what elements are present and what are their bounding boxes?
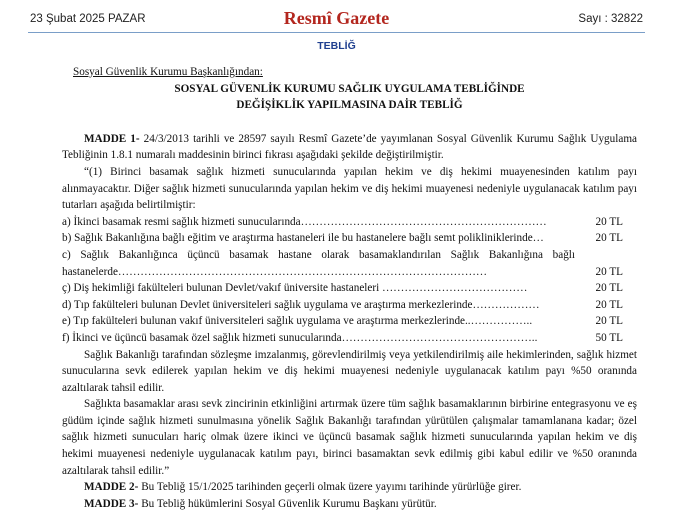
list-item-amount: 20 TL: [595, 298, 623, 311]
list-item-text: a) İkinci basamak resmi sağlık hizmeti sunucularında…………………………………………………………: [62, 215, 547, 228]
list-item-continued: [62, 264, 637, 281]
madde-2: [62, 479, 637, 496]
list-item: [62, 330, 637, 347]
list-item-amount: 20 TL: [595, 232, 623, 245]
paragraph-2: Sağlık Bakanlığı tarafından sözleşme imzalanmış, görevlendirilmiş veya yetkilendirilmiş aile hekimlerinden, sağlık hizmet sunucularına sevk edilerek yapılan hekim ve diş hekimi muayenesi nedeniyle uygulanacak katılım payı %50 oranında azaltılarak tahsil edilir.: [62, 348, 637, 394]
madde-2-text: Bu Tebliğ 15/1/2025 tarihinden geçerli olmak üzere yayımı tarihinde yürürlüğe girer.: [138, 481, 522, 494]
list-item-text: c) Sağlık Bakanlığınca üçüncü basamak hastane olarak basamaklandırılan Sağlık Bakanlığına bağlı: [62, 248, 575, 261]
madde-3-label: MADDE 3-: [84, 497, 139, 510]
section-title: TEBLİĞ: [317, 40, 356, 52]
madde-3-text: Bu Tebliğ hükümlerini Sosyal Güvenlik Kurumu Başkanı yürütür.: [138, 497, 437, 510]
list-item-text-cont: hastanelerde………………………………………………………………………………………: [62, 265, 488, 278]
list-item: [62, 214, 637, 231]
issuer: Sosyal Güvenlik Kurumu Başkanlığından:: [73, 66, 263, 78]
list-item: [62, 313, 637, 330]
list-item-text: e) Tıp fakülteleri bulunan vakıf üniversiteleri sağlık uygulama ve araştırma merkezlerinde..……………..: [62, 315, 533, 328]
list-item-amount: 50 TL: [595, 331, 623, 344]
madde-1-text: 24/3/2013 tarihli ve 28597 sayılı Resmî Gazete’de yayımlanan Sosyal Güvenlik Kurumu Sağlık Uygulama Tebliğinin 1.8.1 numaralı maddesinin birinci fıkrası aşağıdaki şekilde değiştirilmiştir.: [62, 132, 637, 162]
doc-title-line1: SOSYAL GÜVENLİK KURUMU SAĞLIK UYGULAMA TEBLİĞİNDE: [174, 82, 525, 95]
paragraph-3: Sağlıkta basamaklar arası sevk zincirinin etkinliğini artırmak üzere tüm sağlık basamaklarının birbirine entegrasyonu ve eş güdüm içinde sağlık hizmeti sunulmasına yönelik Sağlık Bakanlığı tarafından yürütülen çalışmalar tamamlanana kadar; özel sağlık hizmeti sunucuları hariç olmak üzere ikinci ve üçüncü basamak sağlık hizmeti sunucularında yapılan hekim ve diş hekimi muayenesi nedeniyle uygulanacak katılım payı, birinci basamaktan sevk edilmiş gibi kabul edilir ve %50 oranında azaltılarak tahsil edilir.”: [62, 398, 637, 477]
page-header: [0, 0, 673, 34]
header-issue: Sayı : 32822: [578, 13, 643, 25]
doc-title-line2: DEĞİŞİKLİK YAPILMASINA DAİR TEBLİĞ: [236, 99, 463, 112]
madde-1-label: MADDE 1-: [84, 132, 140, 145]
list-item-text: f) İkinci ve üçüncü basamak özel sağlık hizmeti sunucularında……………………………………………..: [62, 331, 538, 344]
madde-3: [62, 496, 637, 512]
list-item: [62, 280, 637, 297]
list-item-text: d) Tıp fakülteleri bulunan Devlet üniversiteleri sağlık uygulama ve araştırma merkezlerinde………………: [62, 298, 540, 311]
list-item-text: ç) Diş hekimliği fakülteleri bulunan Devlet/vakıf üniversite hastaneleri …………………………………: [62, 282, 528, 295]
list-item-amount: 20 TL: [595, 215, 623, 228]
list-item: [62, 247, 637, 264]
madde-1: [62, 131, 637, 164]
fee-list: [62, 214, 637, 347]
list-item-text: b) Sağlık Bakanlığına bağlı eğitim ve araştırma hastaneleri ile bu hastanelere bağlı semt polikliniklerinde…: [62, 232, 544, 245]
document-body: [62, 64, 637, 512]
list-item: [62, 230, 637, 247]
header-divider: [28, 32, 645, 33]
list-item-amount: 20 TL: [595, 315, 623, 328]
list-item: [62, 297, 637, 314]
header-date: 23 Şubat 2025 PAZAR: [30, 13, 146, 25]
header-title: Resmî Gazete: [283, 8, 390, 28]
madde-2-label: MADDE 2-: [84, 481, 139, 494]
quote-paragraph: “(1) Birinci basamak sağlık hizmeti sunucularında yapılan hekim ve diş hekimi muayenesinden katılım payı alınmayacaktır. Diğer sağlık hizmeti sunucularında yapılan hekim ve diş hekimi muayenesi nedeniyle uygulanacak katılım payı tutarları aşağıda belirtilmiştir:: [62, 165, 637, 212]
list-item-amount: 20 TL: [595, 282, 623, 295]
list-item-amount: 20 TL: [595, 265, 623, 278]
